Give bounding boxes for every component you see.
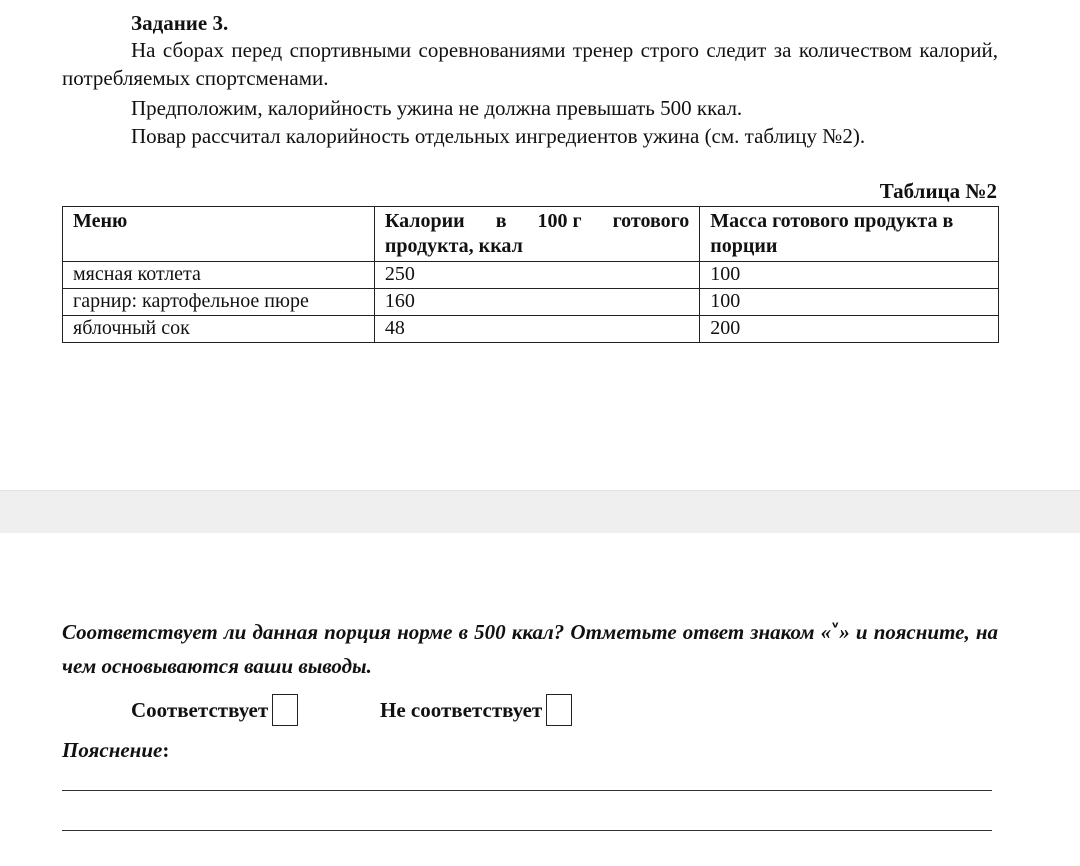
cell-mass: 100	[700, 262, 999, 289]
header-menu: Меню	[63, 207, 375, 262]
cell-menu: яблочный сок	[63, 316, 375, 343]
table-row	[63, 262, 999, 289]
tick-mark-icon: ᵛ	[831, 618, 840, 637]
table-header-row	[63, 207, 999, 262]
task-paragraph-1: На сборах перед спортивными соревнованиями тренер строго следит за количеством калорий, потребляемых спортсменами.	[62, 38, 998, 90]
table-row	[63, 289, 999, 316]
option-not-corresponds	[380, 694, 572, 726]
calorie-table	[62, 206, 999, 343]
answer-line-2[interactable]	[62, 830, 992, 831]
cell-mass: 200	[700, 316, 999, 343]
explanation-label: Пояснение:	[62, 738, 170, 762]
cell-menu: гарнир: картофельное пюре	[63, 289, 375, 316]
task-paragraph-2: Предположим, калорийность ужина не должна превышать 500 ккал.	[131, 96, 743, 120]
header-calories	[374, 207, 699, 262]
page-separator	[0, 490, 1080, 534]
option-corresponds-label: Соответствует	[131, 697, 269, 722]
header-mass: Масса готового продукта в порции	[700, 207, 999, 262]
option-not-corresponds-label: Не соответствует	[380, 697, 543, 722]
header-calories-line1: Калории в 100 г готового	[384, 210, 690, 232]
cell-calories: 250	[374, 262, 699, 289]
header-calories-line2: продукта, ккал	[384, 235, 523, 257]
option-corresponds	[131, 694, 298, 726]
task-title: Задание 3.	[131, 11, 229, 35]
cell-mass: 100	[700, 289, 999, 316]
answer-line-1[interactable]	[62, 790, 992, 791]
cell-calories: 160	[374, 289, 699, 316]
cell-menu: мясная котлета	[63, 262, 375, 289]
corresponds-checkbox[interactable]	[272, 694, 298, 726]
table-caption: Таблица №2	[879, 179, 997, 203]
task-paragraph-3: Повар рассчитал калорийность отдельных ингредиентов ужина (см. таблицу №2).	[131, 124, 866, 148]
table-row	[63, 316, 999, 343]
question-text: Соответствует ли данная порция норме в 500 ккал? Отметьте ответ знаком «$^ᵛ$» и поясните, на чем основываются ваши выводы.	[62, 618, 998, 678]
cell-calories: 48	[374, 316, 699, 343]
not-corresponds-checkbox[interactable]	[546, 694, 572, 726]
